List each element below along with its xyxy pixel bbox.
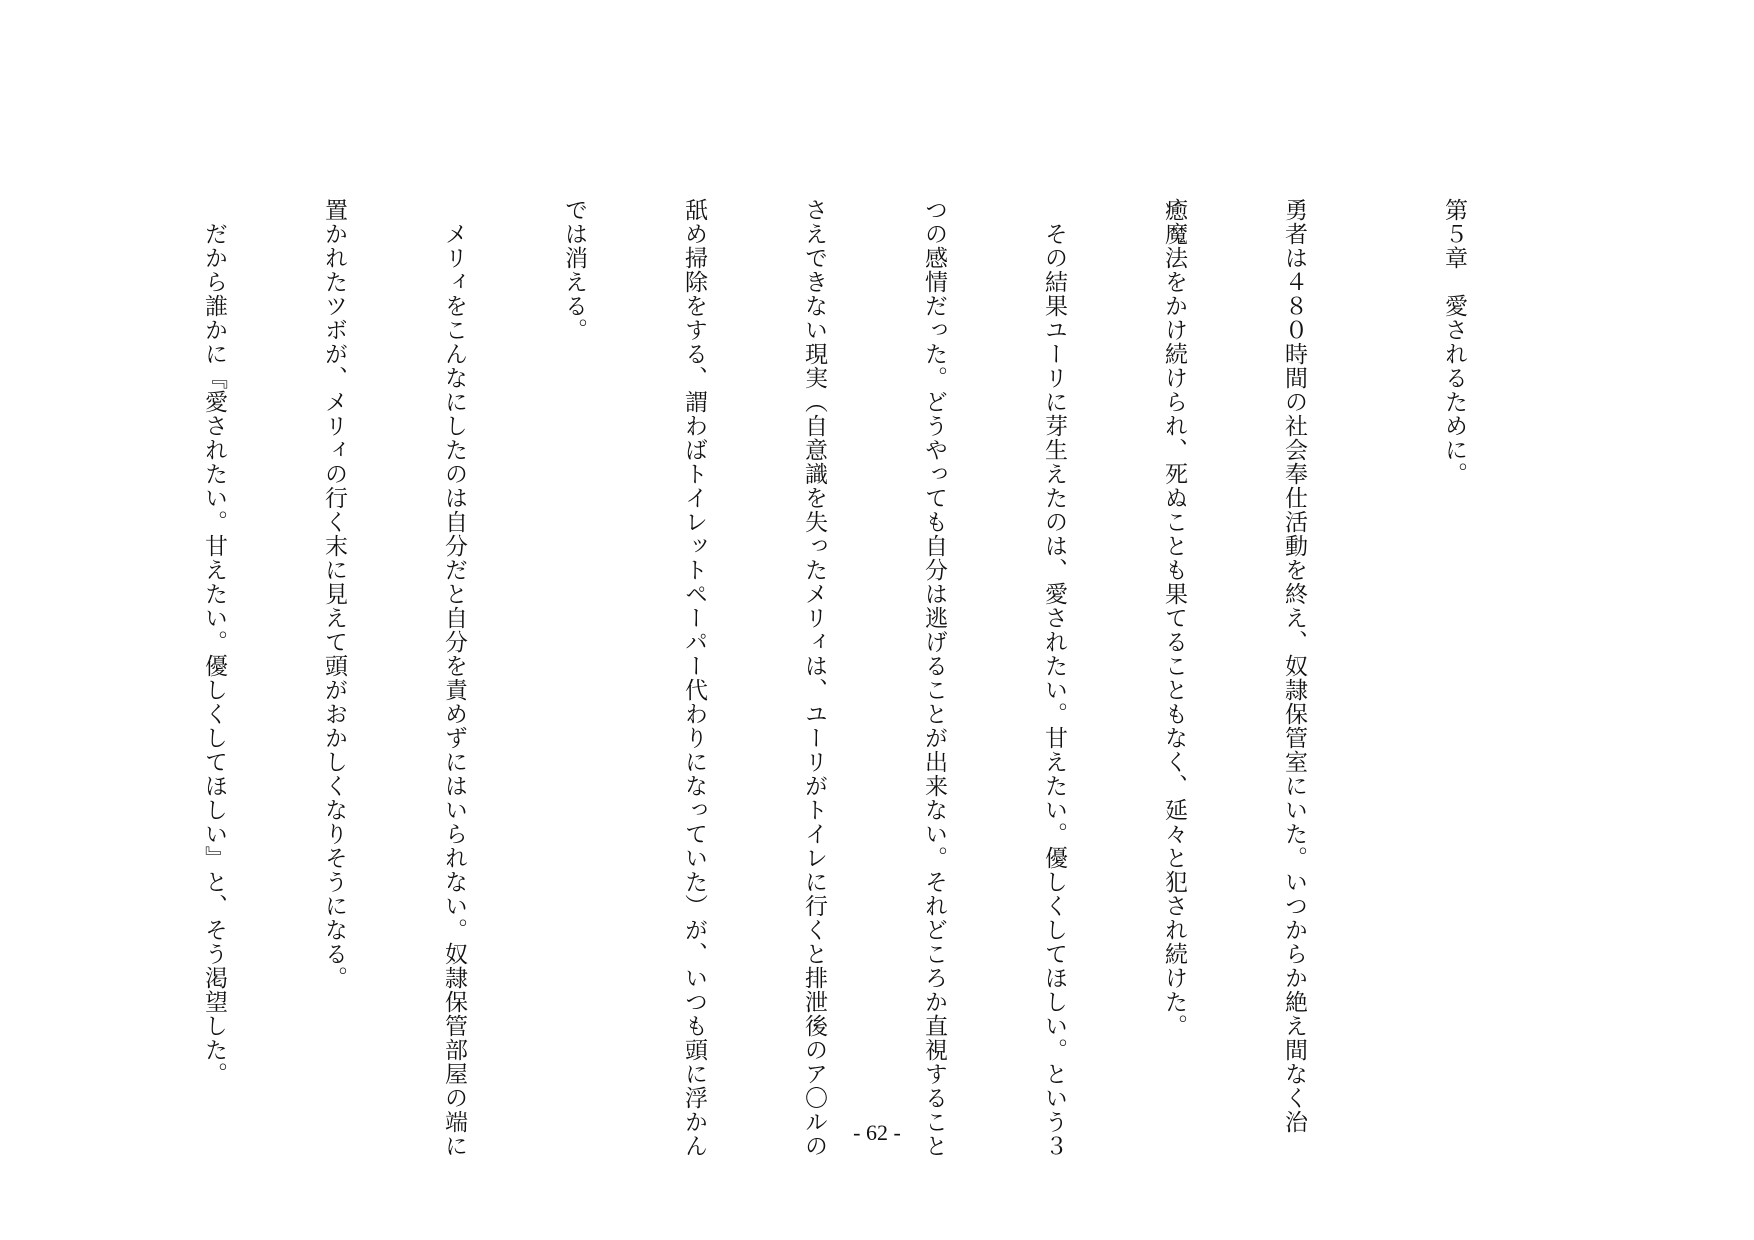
text-line: 勇者は４８０時間の社会奉仕活動を終え、奴隷保管室にいた。いつからか絶え間なく治 — [1281, 198, 1307, 1134]
text-line: 癒魔法をかけ続けられ、死ぬことも果てることもなく、延々と犯され続けた。 — [1161, 198, 1187, 1038]
text-line: 舐め掃除をする、謂わばトイレットペーパー代わりになっていた）が、いつも頭に浮かん — [681, 198, 707, 1158]
text-line: メリィをこんなにしたのは自分だと自分を責めずにはいられない。奴隷保管部屋の端に — [441, 198, 467, 1158]
blank-line — [74, 198, 114, 1098]
text-line: その結果ユーリに芽生えたのは、愛されたい。甘えたい。優しくしてほしい。という３ — [1041, 198, 1067, 1158]
text-line: だから誰かに『愛されたい。甘えたい。優しくしてほしい』と、そう渇望した。 — [201, 198, 227, 1086]
text-line: では消える。 — [561, 198, 587, 342]
text-line: つの感情だった。どうやっても自分は逃げることが出来ない。それどころか直視すること — [921, 198, 947, 1158]
text-line: 置かれたツボが、メリィの行く末に見えて頭がおかしくなりそうになる。 — [321, 198, 347, 990]
text-line: さえできない現実（自意識を失ったメリィは、ユーリがトイレに行くと排泄後のア〇ルの — [801, 198, 827, 1158]
page-number: - 62 - — [853, 1120, 901, 1145]
chapter-title: 第５章 愛されるために。 — [1441, 198, 1467, 486]
